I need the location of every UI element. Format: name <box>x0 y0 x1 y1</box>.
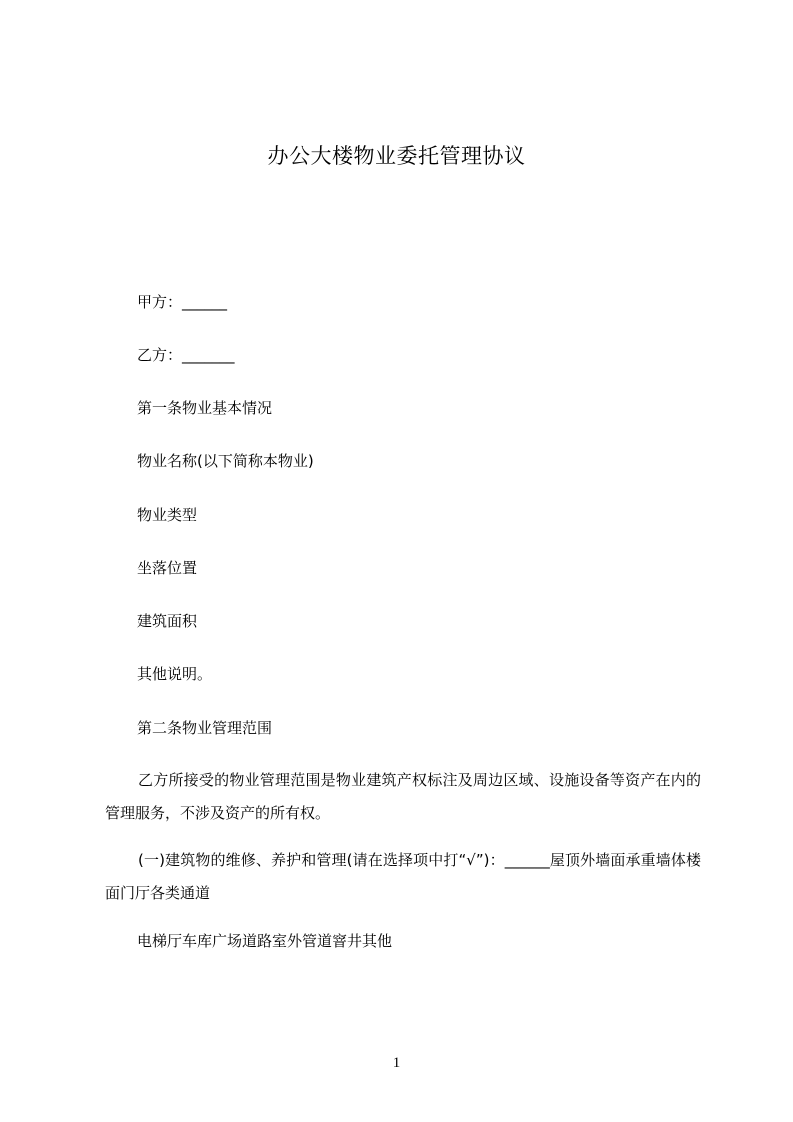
property-type-line: 物业类型 <box>137 506 198 524</box>
party-b-line: 乙方：_______ <box>137 346 235 364</box>
item-1-paragraph: (一)建筑物的维修、养护和管理(请在选择项中打“√”)：______屋顶外墙面承重墙体楼面门厅各类通道 <box>105 851 701 902</box>
party-a-line: 甲方：______ <box>137 293 228 311</box>
article-1-heading: 第一条物业基本情况 <box>137 399 273 417</box>
scope-paragraph: 乙方所接受的物业管理范围是物业建筑产权标注及周边区域、设施设备等资产在内的管理服务，不涉及资产的所有权。 <box>105 771 701 822</box>
location-line: 坐落位置 <box>137 559 198 577</box>
building-area-line: 建筑面积 <box>137 612 198 630</box>
page-number: 1 <box>392 1055 401 1071</box>
item-1-continued-line: 电梯厅车库广场道路室外管道窨井其他 <box>137 932 393 950</box>
article-2-heading: 第二条物业管理范围 <box>137 719 273 737</box>
document-title: 办公大楼物业委托管理协议 <box>267 144 526 168</box>
property-name-line: 物业名称(以下简称本物业) <box>137 452 314 470</box>
other-notes-line: 其他说明。 <box>137 665 213 683</box>
